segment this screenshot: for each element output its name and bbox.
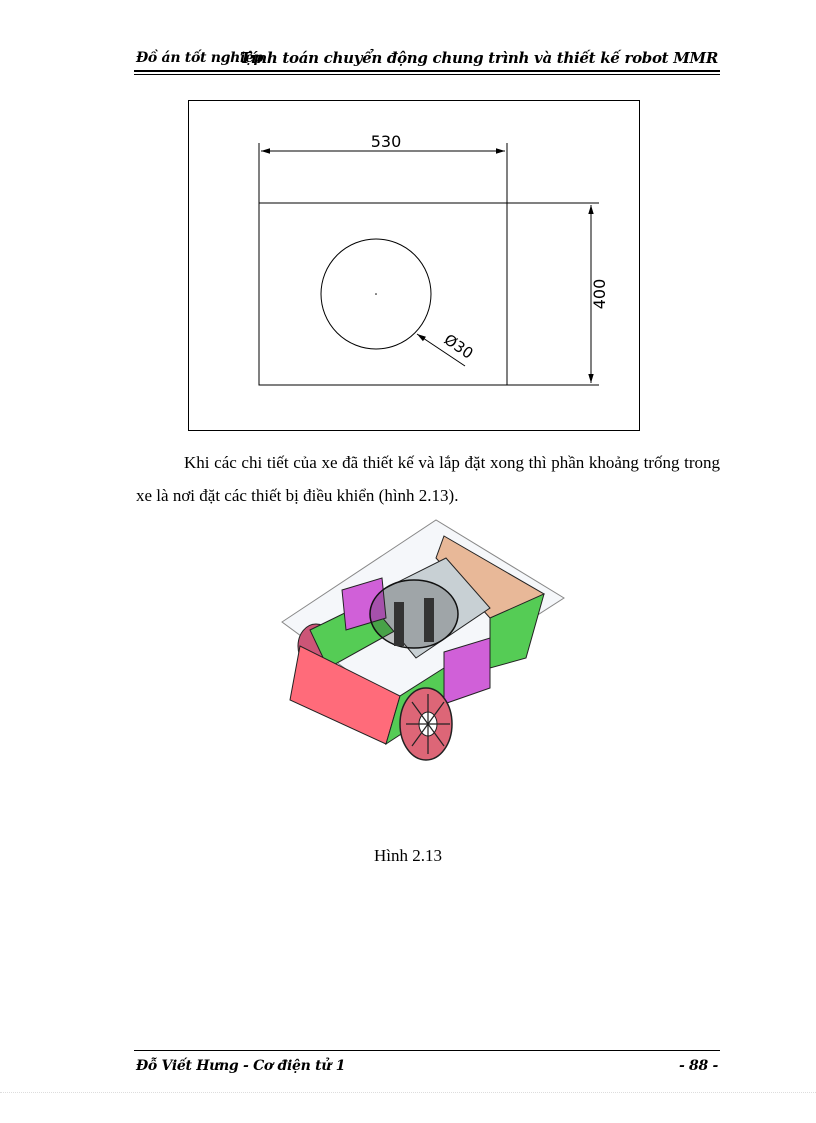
technical-drawing bbox=[188, 100, 640, 431]
footer-page-number: - 88 - bbox=[678, 1058, 718, 1074]
footer-author: Đỗ Viết Hưng - Cơ điện tử 1 bbox=[136, 1058, 346, 1074]
drawing-svg bbox=[189, 101, 641, 432]
header-left: Đồ án tốt nghiệp bbox=[136, 50, 264, 66]
figure-caption: Hình 2.13 bbox=[374, 846, 442, 865]
dim-diameter-label: Ø30 bbox=[440, 330, 477, 363]
dim-height-label: 400 bbox=[590, 278, 609, 310]
dim-width-label: 530 bbox=[370, 132, 402, 151]
hole-center bbox=[375, 293, 377, 295]
robot-3d-image bbox=[276, 518, 566, 773]
robot-illustration bbox=[276, 518, 566, 768]
header-rule bbox=[134, 70, 720, 72]
footer-rule bbox=[134, 1050, 720, 1051]
support-left bbox=[394, 602, 404, 646]
header-right: Tính toán chuyển động chung trình và thiết kế robot MMR bbox=[239, 49, 718, 67]
support-right bbox=[424, 598, 434, 642]
header-rule-thin bbox=[134, 74, 720, 75]
plate-outline bbox=[259, 203, 507, 385]
page-edge bbox=[0, 1092, 816, 1093]
body-paragraph: Khi các chi tiết của xe đã thiết kế và lắp đặt xong thì phần khoảng trống trong xe là nơi đặt các thiết bị điều khiển (hình 2.13). bbox=[136, 453, 720, 505]
hole-ellipse bbox=[370, 580, 458, 648]
